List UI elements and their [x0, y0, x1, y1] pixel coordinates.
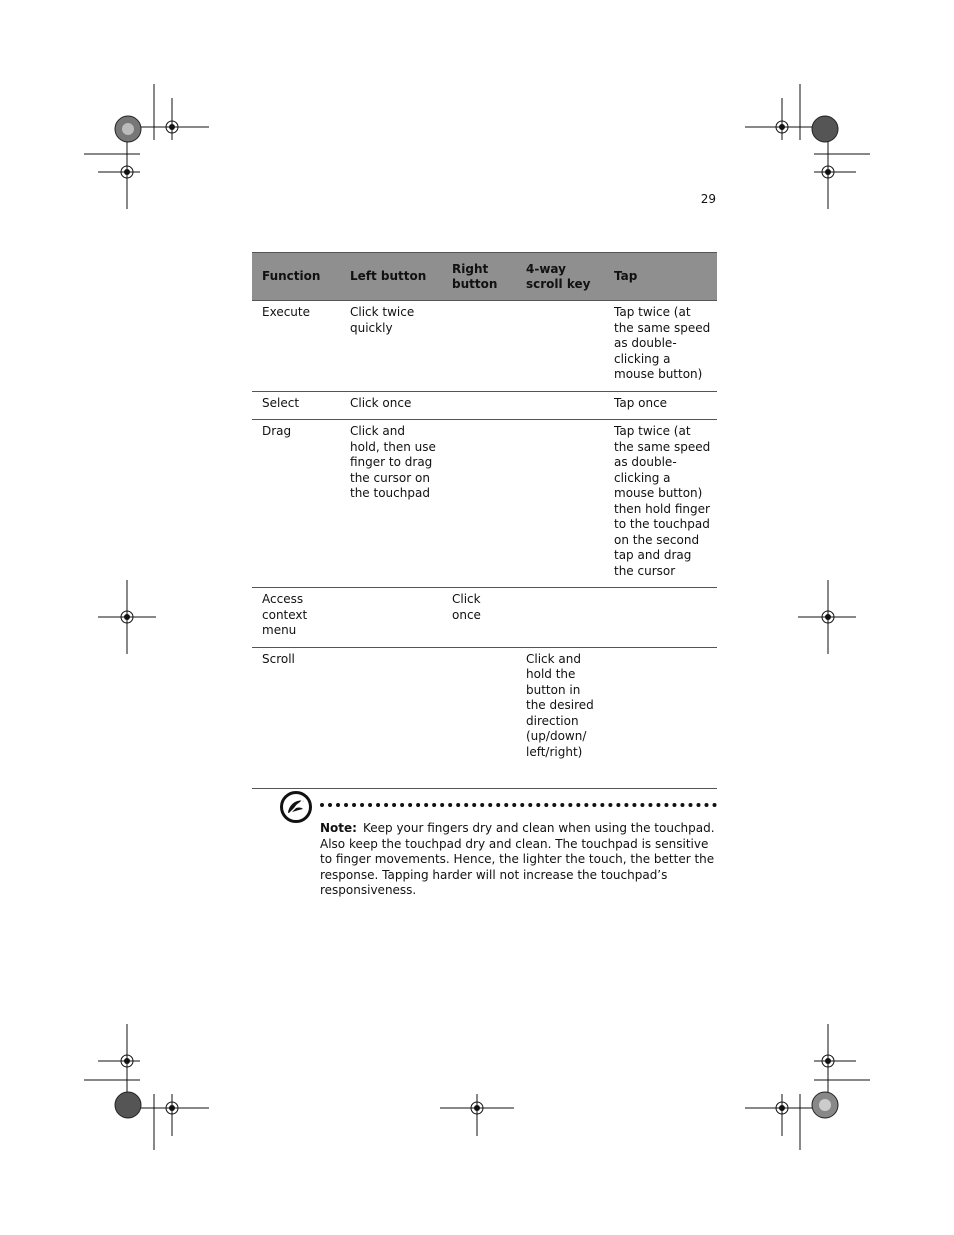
table-cell [604, 647, 717, 789]
table-row [252, 647, 717, 789]
table-cell [340, 647, 442, 789]
table-cell [604, 588, 717, 648]
table-row [252, 420, 717, 588]
table-cell [516, 391, 604, 420]
table-cell: Tap once [604, 391, 717, 420]
table-cell: Tap twice (at the same speed as double-clicking a mouse button) [604, 301, 717, 392]
note-label: Note: [320, 821, 357, 835]
note-body: Keep your fingers dry and clean when using the touchpad. Also keep the touchpad dry and clean. The touchpad is sensitive to finger movements. Hence, the lighter the touch, the better the response. Tapping harder will not increase the touchpad’s responsiveness. [320, 821, 715, 897]
header-tap: Tap [604, 253, 717, 301]
table-cell [516, 588, 604, 648]
header-scroll-key: 4-way scroll key [516, 253, 604, 301]
note-icon [279, 790, 313, 828]
table-cell [442, 647, 516, 789]
table-cell [516, 420, 604, 588]
table-cell [516, 301, 604, 392]
table-cell [442, 301, 516, 392]
header-right-button: Right button [442, 253, 516, 301]
table-header-row [252, 253, 717, 301]
note-divider [320, 803, 717, 807]
table-row [252, 391, 717, 420]
table-cell [442, 420, 516, 588]
table-cell: Click and hold the button in the desired direction (up/down/ left/right) [516, 647, 604, 789]
table-cell: Execute [252, 301, 340, 392]
table-cell [340, 588, 442, 648]
table-cell: Scroll [252, 647, 340, 789]
header-left-button: Left button [340, 253, 442, 301]
table-cell: Click once [340, 391, 442, 420]
table-cell: Tap twice (at the same speed as double-clicking a mouse button) then hold finger to the touchpad on the second tap and drag the cursor [604, 420, 717, 588]
table-cell: Drag [252, 420, 340, 588]
page-number: 29 [700, 192, 716, 206]
table-cell: Select [252, 391, 340, 420]
note-block [320, 821, 720, 899]
table-cell: Access context menu [252, 588, 340, 648]
table-row [252, 301, 717, 392]
table-cell: Click and hold, then use finger to drag the cursor on the touchpad [340, 420, 442, 588]
touchpad-function-table [252, 252, 717, 789]
table-cell: Click once [442, 588, 516, 648]
table-cell [442, 391, 516, 420]
header-function: Function [252, 253, 340, 301]
table-cell: Click twice quickly [340, 301, 442, 392]
table-row [252, 588, 717, 648]
